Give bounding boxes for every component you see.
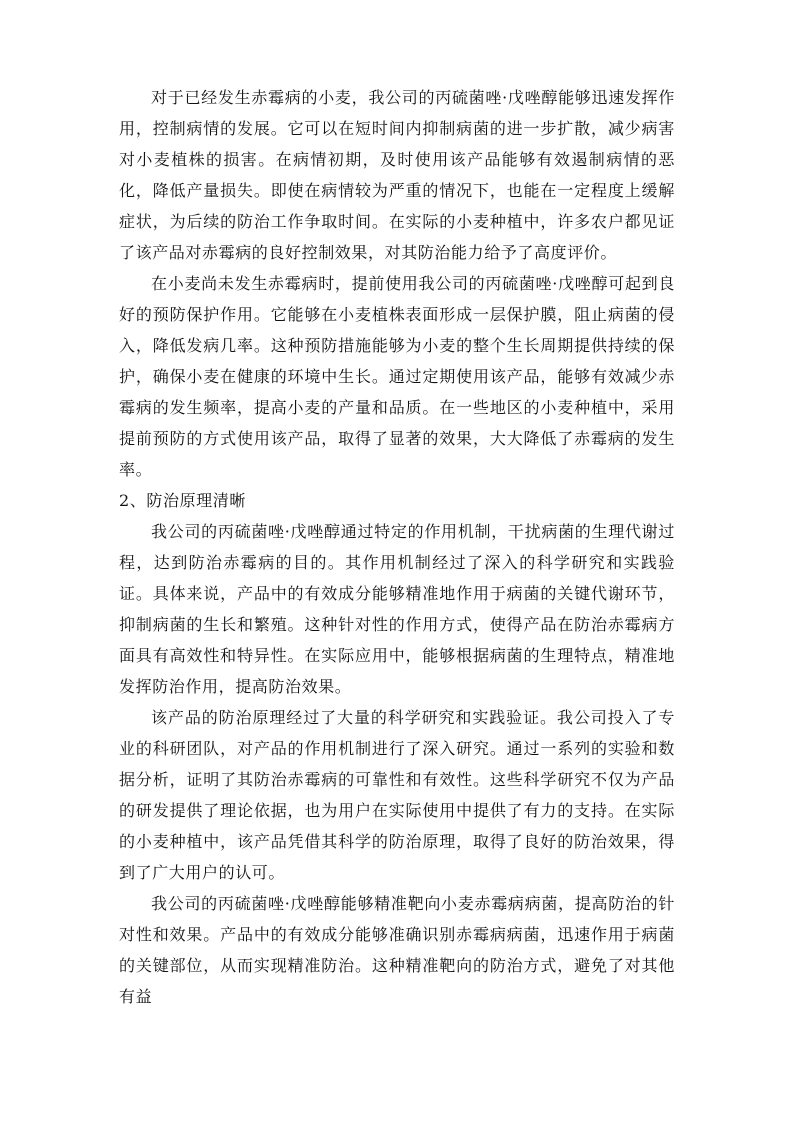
paragraph-research-validation: 该产品的防治原理经过了大量的科学研究和实践验证。我公司投入了专业的科研团队，对产品的作用机制进行了深入研究。通过一系列的实验和数据分析，证明了其防治赤霉病的可靠性和有效性。这些科学研究不仅为产品的研发提供了理论依据，也为用户在实际使用中提供了有力的支持。在实际的小麦种植中，该产品凭借其科学的防治原理，取得了良好的防治效果，得到了广大用户的认可。 [119,708,675,882]
section-heading: 2、防治原理清晰 [119,491,246,510]
paragraph-mechanism: 我公司的丙硫菌唑·戊唑醇通过特定的作用机制，干扰病菌的生理代谢过程，达到防治赤霉病的目的。其作用机制经过了深入的科学研究和实践验证。具体来说，产品中的有效成分能够精准地作用于病菌的关键代谢环节，抑制病菌的生长和繁殖。这种针对性的作用方式，使得产品在防治赤霉病方面具有高效性和特异性。在实际应用中，能够根据病菌的生理特点，精准地发挥防治作用，提高防治效果。 [119,522,675,696]
document-body [119,82,675,1012]
paragraph-precise-targeting: 我公司的丙硫菌唑·戊唑醇能够精准靶向小麦赤霉病病菌，提高防治的针对性和效果。产品中的有效成分能够准确识别赤霉病病菌，迅速作用于病菌的关键部位，从而实现精准防治。这种精准靶向的防治方式，避免了对其他有益 [119,894,675,1006]
paragraph-preventive-protection: 在小麦尚未发生赤霉病时，提前使用我公司的丙硫菌唑·戊唑醇可起到良好的预防保护作用。它能够在小麦植株表面形成一层保护膜，阻止病菌的侵入，降低发病几率。这种预防措施能够为小麦的整个生长周期提供持续的保护，确保小麦在健康的环境中生长。通过定期使用该产品，能够有效减少赤霉病的发生频率，提高小麦的产量和品质。在一些地区的小麦种植中，采用提前预防的方式使用该产品，取得了显著的效果，大大降低了赤霉病的发生率。 [119,274,675,479]
paragraph-existing-disease-control: 对于已经发生赤霉病的小麦，我公司的丙硫菌唑·戊唑醇能够迅速发挥作用，控制病情的发展。它可以在短时间内抑制病菌的进一步扩散，减少病害对小麦植株的损害。在病情初期，及时使用该产品能够有效遏制病情的恶化，降低产量损失。即使在病情较为严重的情况下，也能在一定程度上缓解症状，为后续的防治工作争取时间。在实际的小麦种植中，许多农户都见证了该产品对赤霉病的良好控制效果，对其防治能力给予了高度评价。 [119,88,675,262]
